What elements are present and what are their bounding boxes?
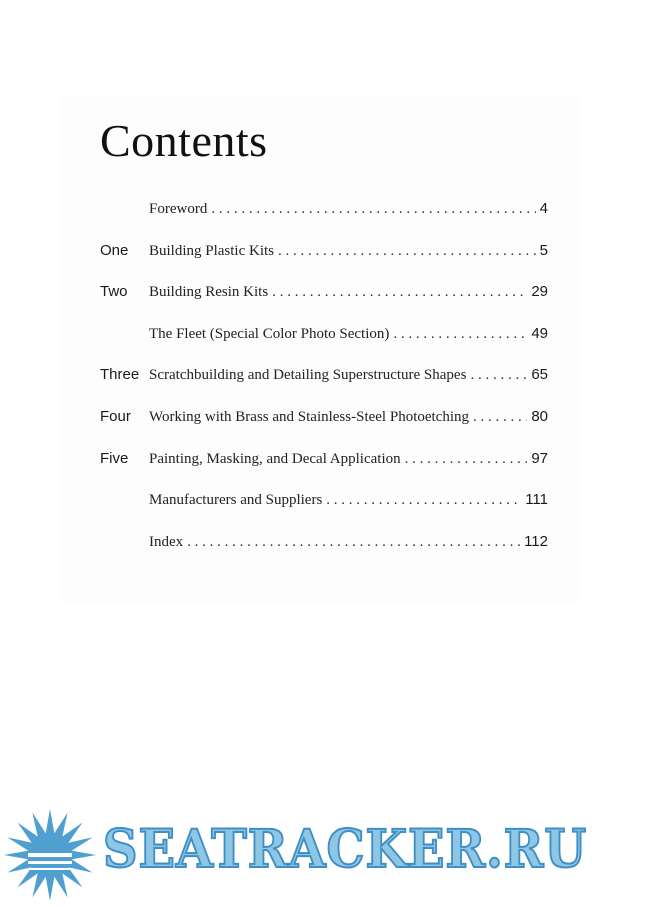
page-number: 49 xyxy=(531,324,548,342)
chapter-number: Four xyxy=(100,408,131,425)
dot-leader xyxy=(187,534,520,551)
page-number: 111 xyxy=(525,491,548,509)
dot-leader xyxy=(326,492,521,509)
entry-title: Building Resin Kits xyxy=(149,284,269,301)
dot-leader xyxy=(278,243,536,260)
dot-leader xyxy=(470,367,527,384)
watermark xyxy=(0,805,672,907)
page-number: 80 xyxy=(531,408,548,425)
entry-title: The Fleet (Special Color Photo Section) xyxy=(149,325,390,342)
toc-entry-index xyxy=(100,533,548,561)
chapter-number: Two xyxy=(100,283,128,301)
dot-leader xyxy=(211,201,535,218)
page-title: Contents xyxy=(100,115,268,166)
page-number: 97 xyxy=(531,449,548,467)
toc-entry-chapter-one xyxy=(100,242,548,270)
toc-entry-chapter-five xyxy=(100,450,548,478)
page-number: 29 xyxy=(531,283,548,301)
entry-title: Building Plastic Kits xyxy=(149,242,275,259)
dot-leader xyxy=(405,451,528,468)
watermark-text: SEATRACKER.RU xyxy=(103,819,587,880)
toc-entry-manufacturers xyxy=(100,491,548,519)
dot-leader xyxy=(272,284,527,301)
entry-title: Manufacturers and Suppliers xyxy=(149,492,323,509)
dot-leader xyxy=(393,326,527,343)
chapter-number: Five xyxy=(100,449,129,467)
entry-title: Foreword xyxy=(149,201,208,217)
toc-entry-fleet-photo-section xyxy=(100,325,548,353)
entry-title: Painting, Masking, and Decal Application xyxy=(149,450,401,467)
sunburst-logo-icon xyxy=(0,805,100,905)
page-number: 5 xyxy=(539,241,548,259)
entry-title: Index xyxy=(149,533,184,550)
chapter-number: Three xyxy=(100,366,140,384)
chapter-number: One xyxy=(100,241,129,259)
entry-title: Working with Brass and Stainless-Steel Photoetching xyxy=(149,409,470,425)
entry-title: Scratchbuilding and Detailing Superstructure Shapes xyxy=(149,367,467,384)
page-number: 4 xyxy=(539,200,548,217)
page-number: 112 xyxy=(524,532,548,550)
toc-entry-chapter-three xyxy=(100,366,548,394)
page-number: 65 xyxy=(531,366,548,384)
toc-entry-foreword xyxy=(100,200,548,228)
toc-entry-chapter-four xyxy=(100,408,548,436)
toc-entry-chapter-two xyxy=(100,283,548,311)
dot-leader xyxy=(473,409,527,426)
